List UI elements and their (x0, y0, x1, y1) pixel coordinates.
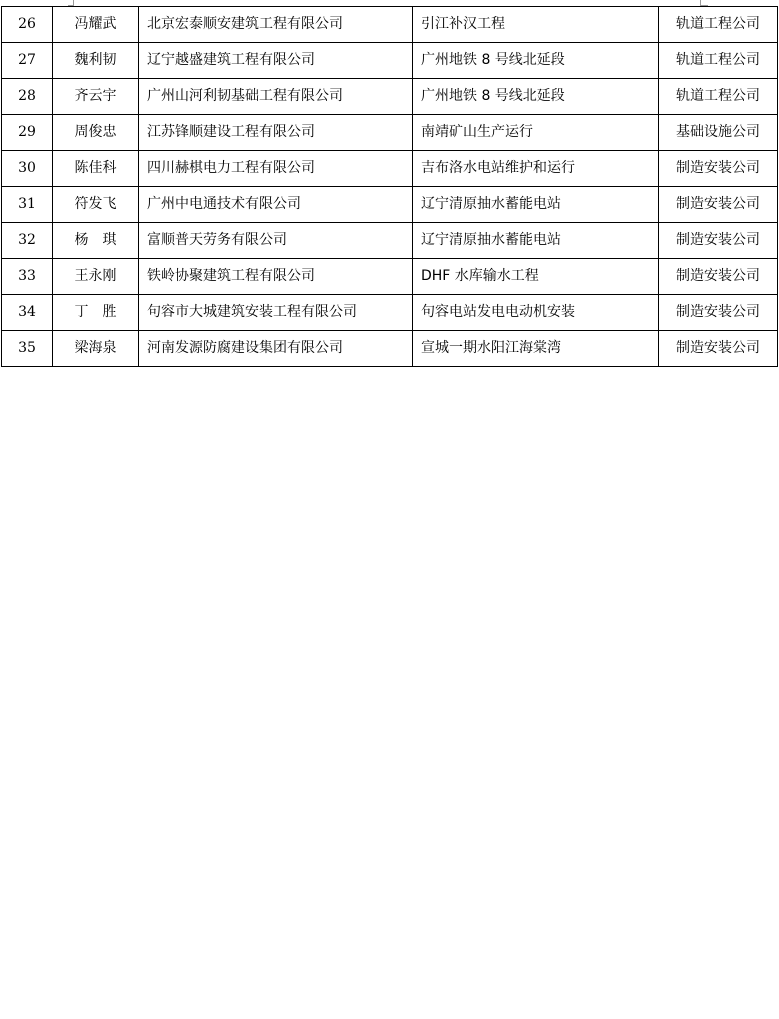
company-name: 铁岭协聚建筑工程有限公司 (139, 259, 413, 295)
person-name: 杨 琪 (53, 223, 139, 259)
project-name: DHF 水库输水工程 (413, 259, 659, 295)
project-name: 句容电站发电电动机安装 (413, 295, 659, 331)
person-name: 周俊忠 (53, 115, 139, 151)
company-name: 广州山河利韧基础工程有限公司 (139, 79, 413, 115)
project-name: 广州地铁 8 号线北延段 (413, 43, 659, 79)
department-name: 制造安装公司 (659, 223, 778, 259)
project-name: 引江补汉工程 (413, 7, 659, 43)
row-number: 29 (2, 115, 53, 151)
person-name: 梁海泉 (53, 331, 139, 367)
department-name: 轨道工程公司 (659, 79, 778, 115)
person-name: 符发飞 (53, 187, 139, 223)
row-number: 27 (2, 43, 53, 79)
company-name: 江苏锋顺建设工程有限公司 (139, 115, 413, 151)
row-number: 33 (2, 259, 53, 295)
project-name: 辽宁清原抽水蓄能电站 (413, 187, 659, 223)
table-row (2, 259, 778, 295)
company-name: 句容市大城建筑安装工程有限公司 (139, 295, 413, 331)
table-row (2, 223, 778, 259)
department-name: 制造安装公司 (659, 151, 778, 187)
row-number: 34 (2, 295, 53, 331)
table-row (2, 7, 778, 43)
table-row (2, 187, 778, 223)
row-number: 32 (2, 223, 53, 259)
person-name: 王永刚 (53, 259, 139, 295)
project-name: 辽宁清原抽水蓄能电站 (413, 223, 659, 259)
table-row (2, 331, 778, 367)
personnel-table (1, 6, 778, 367)
department-name: 制造安装公司 (659, 187, 778, 223)
project-name: 南靖矿山生产运行 (413, 115, 659, 151)
company-name: 辽宁越盛建筑工程有限公司 (139, 43, 413, 79)
table-row (2, 295, 778, 331)
project-name: 宣城一期水阳江海棠湾 (413, 331, 659, 367)
row-number: 31 (2, 187, 53, 223)
department-name: 轨道工程公司 (659, 43, 778, 79)
table-row (2, 151, 778, 187)
person-name: 齐云宇 (53, 79, 139, 115)
department-name: 制造安装公司 (659, 331, 778, 367)
person-name: 魏利韧 (53, 43, 139, 79)
department-name: 制造安装公司 (659, 259, 778, 295)
department-name: 基础设施公司 (659, 115, 778, 151)
row-number: 26 (2, 7, 53, 43)
row-number: 28 (2, 79, 53, 115)
department-name: 制造安装公司 (659, 295, 778, 331)
company-name: 北京宏泰顺安建筑工程有限公司 (139, 7, 413, 43)
person-name: 丁 胜 (53, 295, 139, 331)
project-name: 吉布洛水电站维护和运行 (413, 151, 659, 187)
personnel-table-body (2, 7, 778, 367)
person-name: 陈佳科 (53, 151, 139, 187)
row-number: 35 (2, 331, 53, 367)
project-name: 广州地铁 8 号线北延段 (413, 79, 659, 115)
department-name: 轨道工程公司 (659, 7, 778, 43)
table-row (2, 43, 778, 79)
table-row (2, 79, 778, 115)
company-name: 广州中电通技术有限公司 (139, 187, 413, 223)
company-name: 河南发源防腐建设集团有限公司 (139, 331, 413, 367)
row-number: 30 (2, 151, 53, 187)
table-row (2, 115, 778, 151)
company-name: 四川赫棋电力工程有限公司 (139, 151, 413, 187)
company-name: 富顺普天劳务有限公司 (139, 223, 413, 259)
person-name: 冯耀武 (53, 7, 139, 43)
